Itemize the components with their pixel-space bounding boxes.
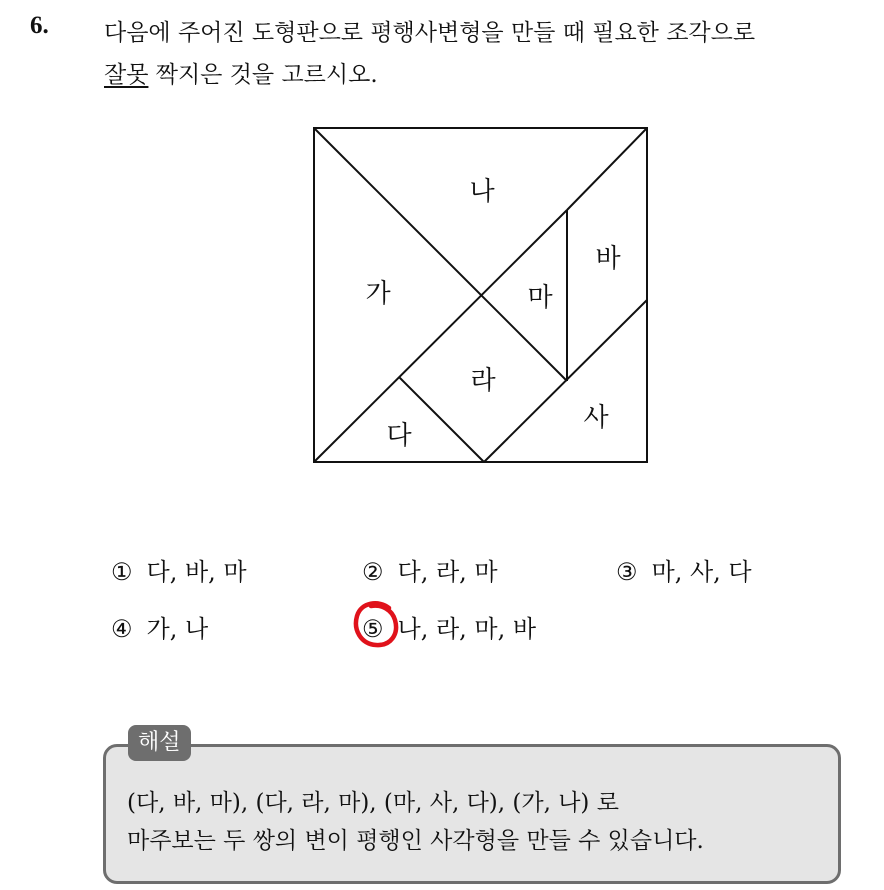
option-mark: ⑤ <box>362 615 384 643</box>
question-number: 6. <box>30 12 49 39</box>
solution-tag: 해설 <box>128 725 191 761</box>
figure-edge <box>484 300 647 462</box>
option-mark: ④ <box>111 615 133 643</box>
option-text: 다, 바, 마 <box>146 558 247 586</box>
option-mark: ② <box>362 558 384 586</box>
solution-line-1: (다, 바, 마), (다, 라, 마), (마, 사, 다), (가, 나) 로 <box>127 790 619 816</box>
option-text: 다, 라, 마 <box>397 558 498 586</box>
option-2[interactable] <box>362 552 498 587</box>
option-4[interactable] <box>111 609 208 644</box>
solution-line-2: 마주보는 두 쌍의 변이 평행인 사각형을 만들 수 있습니다. <box>127 828 704 854</box>
underlined-word: 잘못 <box>104 62 149 88</box>
piece-label-ra: 라 <box>470 366 496 396</box>
option-3[interactable] <box>616 552 752 587</box>
piece-label-ma: 마 <box>527 283 553 313</box>
piece-label-sa: 사 <box>583 403 609 433</box>
figure-edge <box>314 210 567 462</box>
question-line-2-rest: 짝지은 것을 고르시오. <box>148 62 378 88</box>
option-text: 나, 라, 마, 바 <box>397 615 537 643</box>
option-text: 가, 나 <box>146 615 209 643</box>
option-1[interactable] <box>111 552 247 587</box>
piece-label-ba: 바 <box>595 244 621 274</box>
answer-circle-mark <box>349 598 403 652</box>
piece-label-ga: 가 <box>365 279 391 309</box>
figure-edge <box>567 128 647 210</box>
option-mark: ① <box>111 558 133 586</box>
option-mark: ③ <box>616 558 638 586</box>
figure-edge <box>314 128 567 381</box>
piece-label-na: 나 <box>469 177 495 207</box>
option-text: 마, 사, 다 <box>651 558 752 586</box>
piece-label-da: 다 <box>386 421 412 451</box>
question-line-1: 다음에 주어진 도형판으로 평행사변형을 만들 때 필요한 조각으로 <box>104 20 756 46</box>
